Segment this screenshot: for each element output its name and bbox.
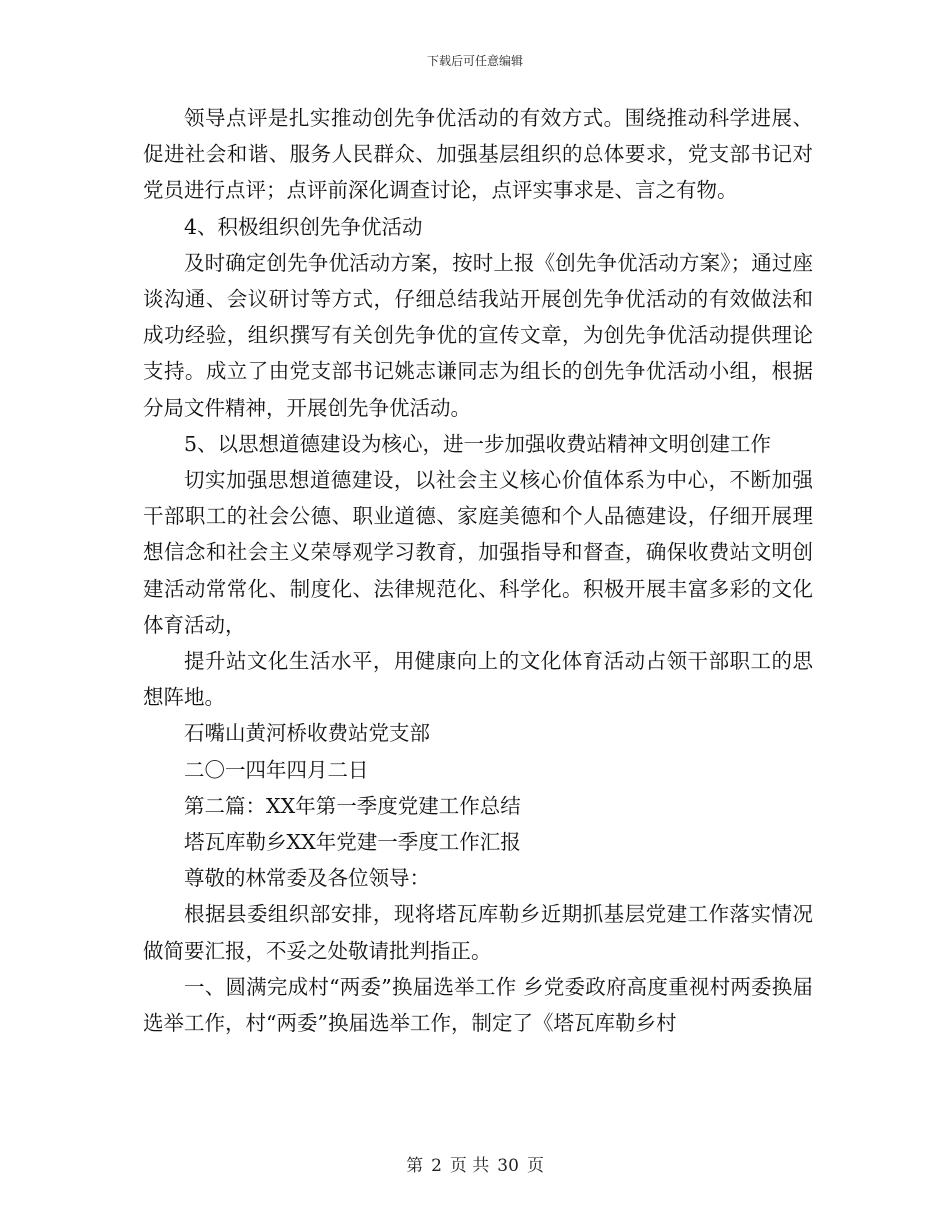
footer-prefix: 第 [406,1156,424,1176]
page-footer [0,1155,950,1177]
paragraph-activity-plan: 及时确定创先争优活动方案，按时上报《创先争优活动方案》；通过座谈沟通、会议研讨等方式，仔细总结我站开展创先争优活动的有效做法和成功经验，组织撰写有关创先争优的宣传文章，为创先争优活动提供理论支持。成立了由党支部书记姚志谦同志为组长的创先争优活动小组，根据分局文件精神，开展创先争优活动。 [143,250,813,420]
current-page-number: 2 [431,1156,442,1176]
date-line: 二〇一四年四月二日 [184,757,369,782]
document-body [143,100,813,1041]
report-title: 塔瓦库勒乡XX年党建一季度工作汇报 [184,830,521,855]
paragraph-report-intro: 根据县委组织部安排，现将塔瓦库勒乡近期抓基层党建工作落实情况做简要汇报，不妥之处敬请批判指正。 [143,902,813,963]
paragraph-leader-review: 领导点评是扎实推动创先争优活动的有效方式。围绕推动科学进展、促进社会和谐、服务人民群众、加强基层组织的总体要求，党支部书记对党员进行点评；点评前深化调查讨论，点评实事求是、言之有物。 [143,106,813,203]
paragraph-moral-construction: 切实加强思想道德建设，以社会主义核心价值体系为中心，不断加强干部职工的社会公德、职业道德、家庭美德和个人品德建设，仔细开展理想信念和社会主义荣辱观学习教育，加强指导和督查，确保收费站文明创建活动常常化、制度化、法律规范化、科学化。积极开展丰富多彩的文化体育活动， [143,468,813,637]
signature-line: 石嘴山黄河桥收费站党支部 [184,721,430,746]
paragraph-election-work: 一、圆满完成村“两委”换届选举工作 乡党委政府高度重视村两委换届选举工作，村“两委”换届选举工作，制定了《塔瓦库勒乡村 [143,974,813,1036]
chapter-title: 第二篇：XX年第一季度党建工作总结 [184,793,521,818]
total-page-number: 30 [497,1156,519,1176]
paragraph-cultural-life: 提升站文化生活水平，用健康向上的文化体育活动占领干部职工的思想阵地。 [143,649,813,710]
footer-suffix: 页 [526,1156,544,1176]
salutation: 尊敬的林常委及各位领导： [184,866,430,891]
footer-middle: 页 共 [449,1156,490,1176]
page-header-note: 下载后可任意编辑 [426,54,523,68]
section-heading-5: 5、以思想道德建设为核心，进一步加强收费站精神文明创建工作 [184,431,772,456]
section-heading-4: 4、积极组织创先争优活动 [184,214,423,239]
